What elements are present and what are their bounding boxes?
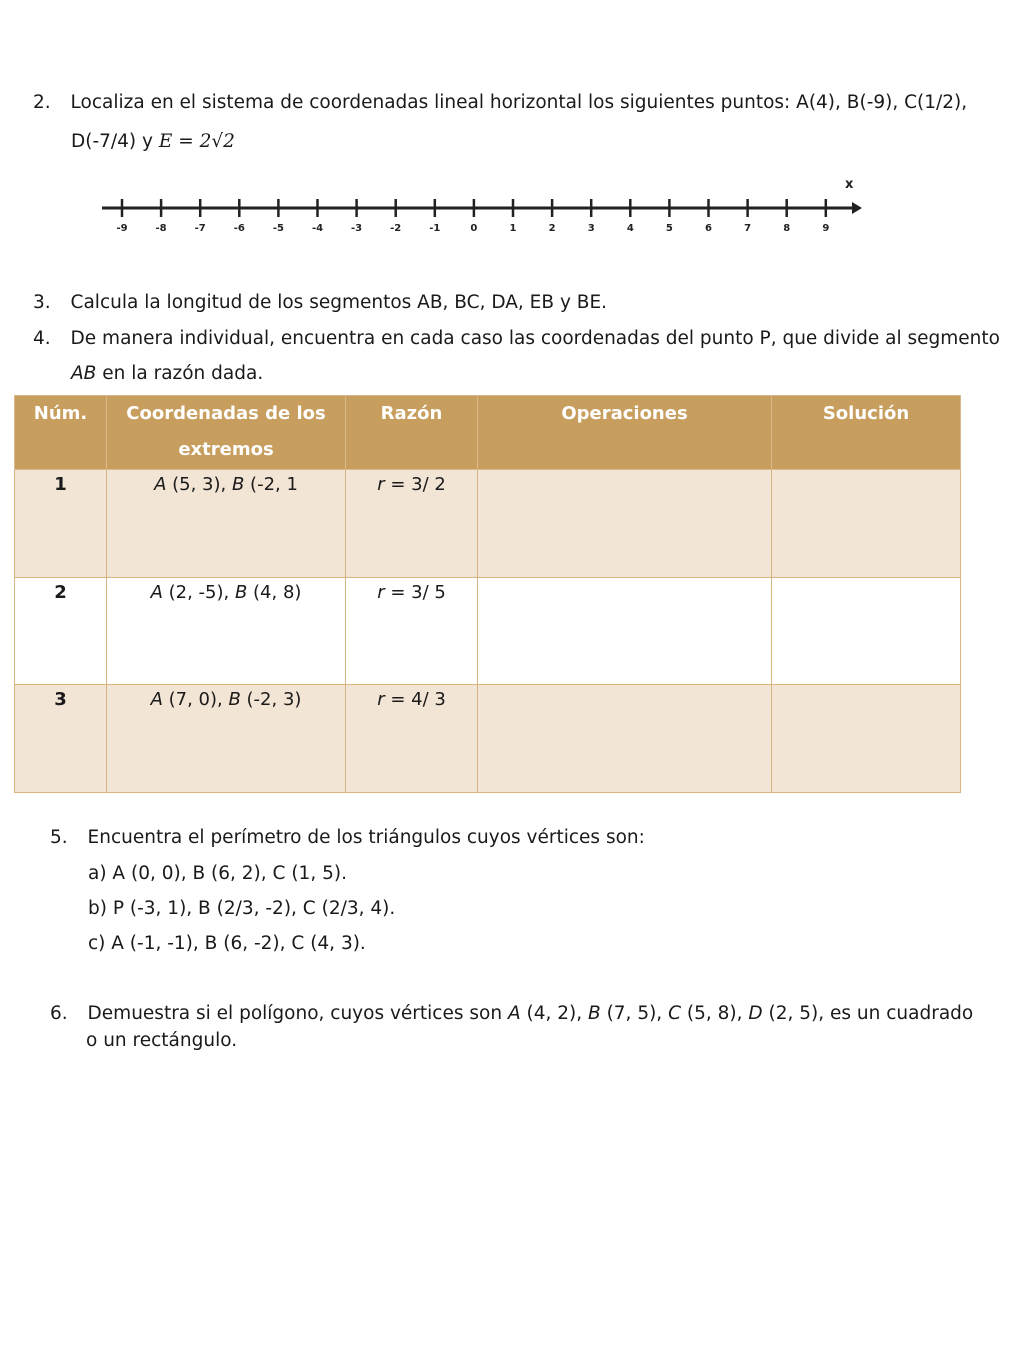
vertex-b-label: B (587, 1003, 601, 1024)
row-solution-cell[interactable] (772, 578, 961, 685)
row-operations-cell[interactable] (478, 470, 772, 578)
row-ratio (346, 685, 478, 793)
question-text-continued: en la razón dada. (96, 363, 264, 384)
tick-label: -2 (390, 223, 402, 234)
point-a-label: A (154, 474, 167, 495)
segment-label: AB (71, 363, 97, 384)
table-row (15, 578, 961, 685)
ratio-table (14, 395, 961, 793)
number-line (100, 170, 870, 240)
tick-label: -1 (429, 223, 441, 234)
row-ratio (346, 578, 478, 685)
vertex-d-label: D (748, 1003, 763, 1024)
question-text: Calcula la longitud de los segmentos AB, BC, DA, EB y BE. (70, 292, 608, 313)
ratio-symbol: r (377, 689, 385, 710)
question-2 (33, 92, 967, 113)
tick-label: 2 (548, 223, 556, 234)
vertex-c-label: C (668, 1003, 681, 1024)
table-header-row (15, 396, 961, 470)
tick-label: 3 (587, 223, 595, 234)
tick-label: 7 (744, 223, 752, 234)
header-ratio: Razón (346, 396, 478, 470)
point-b-label: B (228, 689, 241, 710)
question-text (88, 1003, 974, 1024)
question-4 (33, 328, 1000, 349)
tick-label: 9 (822, 223, 830, 234)
table-row (15, 470, 961, 578)
question-text: De manera individual, encuentra en cada caso las coordenadas del punto P, que divide al segmento (70, 328, 1000, 349)
row-number: 1 (15, 470, 107, 578)
question-5 (50, 827, 645, 848)
point-a-value: (7, 0), (162, 689, 229, 710)
point-b-value: (-2, 3) (240, 689, 302, 710)
point-a-label: A (150, 689, 163, 710)
question-3 (33, 292, 607, 313)
question-6-line-2: o un rectángulo. (86, 1030, 238, 1051)
question-text-continued: D(-7/4) y (71, 131, 159, 152)
tick-label: 4 (626, 223, 634, 234)
header-operations: Operaciones (478, 396, 772, 470)
point-b-value: (4, 8) (247, 582, 302, 603)
ratio-value: = 3/ 5 (384, 582, 446, 603)
tick-label: -5 (272, 223, 284, 234)
question-number: 2. (33, 92, 51, 113)
row-coords (107, 470, 346, 578)
ratio-value: = 3/ 2 (384, 474, 446, 495)
row-coords (107, 685, 346, 793)
row-number: 2 (15, 578, 107, 685)
tick-label: -7 (194, 223, 206, 234)
number-line-svg (100, 170, 870, 240)
text-part: Demuestra si el polígono, cuyos vértices son (87, 1003, 508, 1024)
ratio-symbol: r (377, 582, 385, 603)
header-coords-line-1: Coordenadas de los (126, 403, 326, 424)
row-coords (107, 578, 346, 685)
tick-label: -9 (116, 223, 128, 234)
row-ratio (346, 470, 478, 578)
vertex-b-value: (7, 5), (600, 1003, 669, 1024)
vertex-a-value: (4, 2), (520, 1003, 588, 1024)
list-item: b) P (-3, 1), B (2/3, -2), C (2/3, 4). (88, 898, 396, 919)
question-2-line-2 (71, 131, 235, 152)
tick-label: 8 (783, 223, 791, 234)
question-number: 3. (33, 292, 51, 313)
question-number: 4. (33, 328, 51, 349)
tick-label: -6 (233, 223, 245, 234)
math-expression: E = 2√2 (158, 131, 235, 152)
header-num: Núm. (15, 396, 107, 470)
question-text: Localiza en el sistema de coordenadas lineal horizontal los siguientes puntos: A(4), B(-9), C(1/2), (70, 92, 968, 113)
vertex-d-value: (2, 5), es un cuadrado (762, 1003, 974, 1024)
point-a-label: A (150, 582, 163, 603)
row-operations-cell[interactable] (478, 578, 772, 685)
list-item: c) A (-1, -1), B (6, -2), C (4, 3). (88, 933, 366, 954)
tick-label: 6 (705, 223, 712, 234)
ratio-symbol: r (377, 474, 385, 495)
tick-label: 1 (509, 223, 517, 234)
question-number: 6. (50, 1003, 68, 1024)
question-text: Encuentra el perímetro de los triángulos cuyos vértices son: (87, 827, 645, 848)
axis-arrow-icon (852, 202, 862, 214)
tick-label: -8 (155, 223, 167, 234)
tick-label: 5 (665, 223, 673, 234)
point-a-value: (5, 3), (166, 474, 232, 495)
tick-label: -4 (311, 223, 324, 234)
question-number: 5. (50, 827, 68, 848)
ratio-value: = 4/ 3 (384, 689, 446, 710)
header-coords (107, 396, 346, 470)
vertex-c-value: (5, 8), (681, 1003, 749, 1024)
question-6 (50, 1003, 973, 1024)
vertex-a-label: A (507, 1003, 521, 1024)
table-row (15, 685, 961, 793)
point-a-value: (2, -5), (162, 582, 235, 603)
point-b-value: (-2, 1 (244, 474, 298, 495)
row-number: 3 (15, 685, 107, 793)
point-b-label: B (234, 582, 248, 603)
tick-label: 0 (470, 223, 478, 234)
list-item: a) A (0, 0), B (6, 2), C (1, 5). (88, 863, 347, 884)
header-coords-line-2: extremos (178, 439, 274, 460)
point-b-label: B (231, 474, 245, 495)
tick-label: -3 (351, 223, 363, 234)
row-operations-cell[interactable] (478, 685, 772, 793)
row-solution-cell[interactable] (772, 470, 961, 578)
row-solution-cell[interactable] (772, 685, 961, 793)
header-solution: Solución (772, 396, 961, 470)
question-4-line-2 (71, 363, 263, 384)
axis-label: x (845, 177, 854, 192)
